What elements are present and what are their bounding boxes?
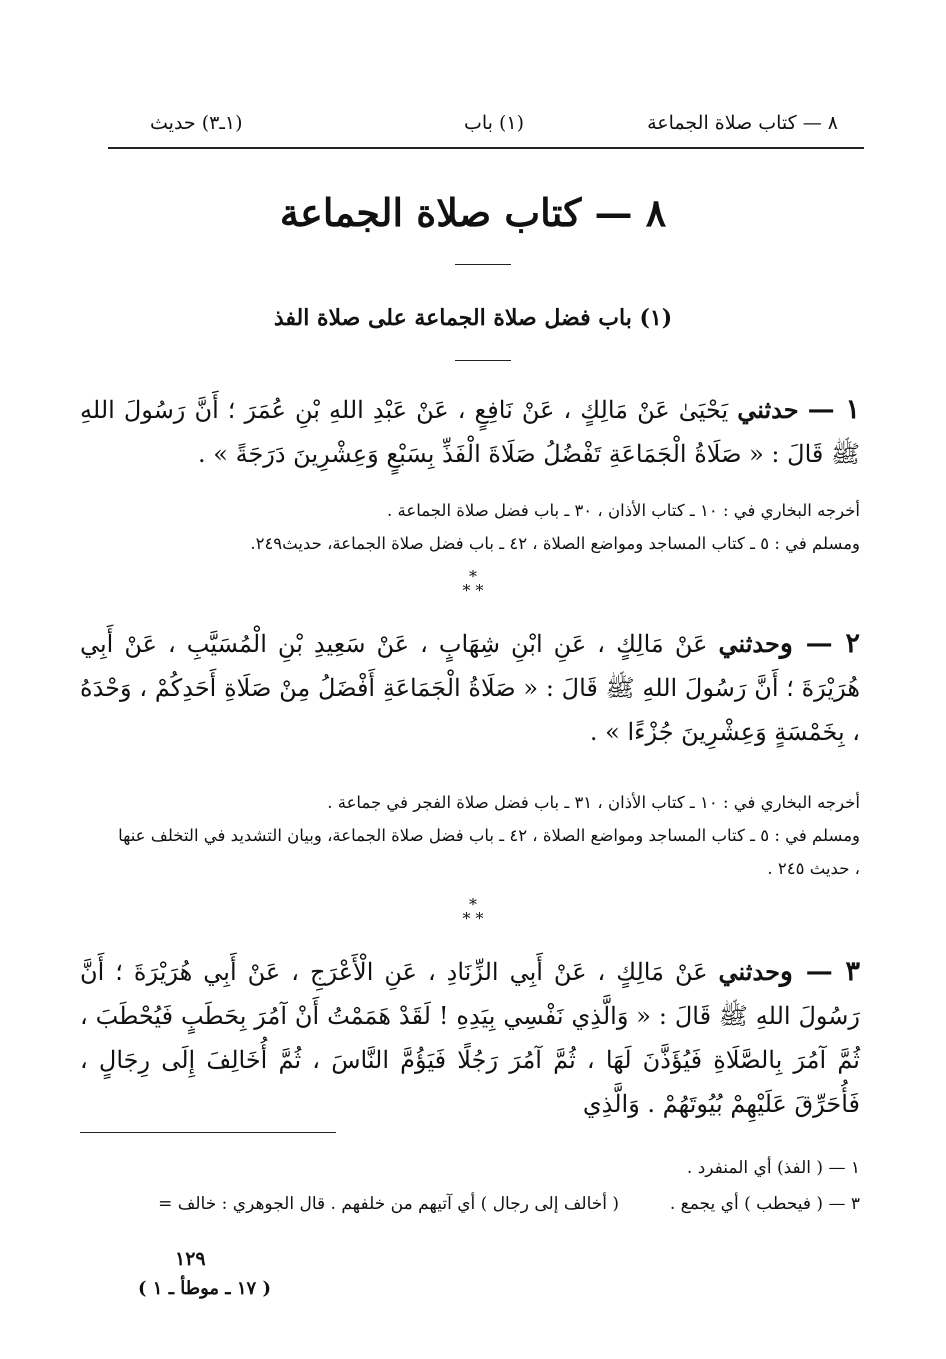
footnote-3 [108,1186,860,1222]
hadith-text: عَنْ مَالِكٍ ، عَنْ أَبِي الزِّنَادِ ، عَنِ الْأَعْرَجِ ، عَنْ أَبِي هُرَيْرَةَ ؛ أَنَّ رَسُولَ اللهِ ﷺ قَالَ : « وَالَّذِي نَفْسِي بِيَدِهِ ! لَقَدْ هَمَمْتُ أَنْ آمُرَ بِحَطَبٍ فَيُحْطَبَ ، ثُمَّ آمُرَ بِالصَّلَاةِ فَيُؤَذَّنَ لَهَا ، ثُمَّ آمُرَ رَجُلًا فَيَؤُمَّ النَّاسَ ، ثُمَّ أُخَالِفَ إِلَى رِجَالٍ ، فَأُحَرِّقَ عَلَيْهِمْ بُيُوتَهُمْ . وَالَّذِي [80,958,860,1118]
running-header [150,112,838,142]
takhrij-bukhari: أخرجه البخاري في : ١٠ ـ كتاب الأذان ، ٣١ ـ باب فضل صلاة الفجر في جماعة . [327,793,860,812]
hadith-number: ٢ — و [779,628,861,659]
hadith-number: ٣ — و [779,956,860,987]
takhrij-1 [108,494,860,560]
chapter-title: ٨ — كتاب صلاة الجماعة [279,190,667,235]
footnote-number: ١ — [828,1158,860,1178]
footnote-text: ( فيحطب ) أي يجمع . [669,1194,824,1214]
takhrij-2 [108,786,860,885]
header-rule [108,147,864,149]
haddathani: حدثني [737,395,799,424]
footnote-1 [108,1150,860,1186]
running-header-bab: (١) باب [463,112,525,134]
hadith-number: ١ — [807,394,860,425]
haddathani: حدثني [718,629,780,658]
hadith-1 [80,388,860,476]
footnote-rule [80,1132,336,1133]
hadith-2 [80,622,860,754]
section-title: (١) باب فضل صلاة الجماعة على صلاة الفذ [273,305,673,331]
takhrij-muslim: ومسلم في : ٥ ـ كتاب المساجد ومواضع الصلاة ، ٤٢ ـ باب فضل صلاة الجماعة، وبيان التشديد في التخلف عنها ، حديث ٢٤٥ . [118,826,860,878]
running-header-hadith-range: (١ـ٣) حديث [150,112,243,134]
separator-stars: * * * [462,567,484,600]
title-divider [455,264,511,265]
footnote-number: ٣ — [828,1194,860,1214]
takhrij-bukhari: أخرجه البخاري في : ١٠ ـ كتاب الأذان ، ٣٠ ـ باب فضل صلاة الجماعة . [387,501,860,520]
footnote-text-continued: ( أخالف إلى رجال ) أي آتيهم من خلفهم . قال الجوهري : خالف = [158,1194,620,1214]
footnote-text: ( الفذ) أي المنفرد . [686,1158,824,1178]
hadith-3 [80,950,860,1126]
running-header-chapter: ٨ — كتاب صلاة الجماعة [647,112,838,134]
print-signature: ( ١٧ ـ موطأ ـ ١ ) [138,1278,271,1299]
hadith-text: عَنْ مَالِكٍ ، عَنِ ابْنِ شِهَابٍ ، عَنْ سَعِيدِ بْنِ الْمُسَيَّبِ ، عَنْ أَبِي هُرَيْرَةَ ؛ أَنَّ رَسُولَ اللهِ ﷺ قَالَ : « صَلَاةُ الْجَمَاعَةِ أَفْضَلُ مِنْ صَلَاةِ أَحَدِكُمْ ، وَحْدَهُ ، بِخَمْسَةٍ وَعِشْرِينَ جُزْءًا » . [80,630,860,746]
takhrij-muslim: ومسلم في : ٥ ـ كتاب المساجد ومواضع الصلاة ، ٤٢ ـ باب فضل صلاة الجماعة، حديث٢٤٩. [250,534,860,553]
footnotes [108,1150,860,1222]
haddathani: حدثني [718,957,780,986]
hadith-text: يَحْيَىٰ عَنْ مَالِكٍ ، عَنْ نَافِعٍ ، عَنْ عَبْدِ اللهِ بْنِ عُمَرَ ؛ أَنَّ رَسُولَ اللهِ ﷺ قَالَ : « صَلَاةُ الْجَمَاعَةِ تَفْضُلُ صَلَاةَ الْفَذِّ بِسَبْعٍ وَعِشْرِينَ دَرَجَةً » . [80,396,860,468]
section-divider [455,360,511,361]
page-number: ١٢٩ [175,1248,206,1270]
separator-stars: * * * [462,895,484,928]
